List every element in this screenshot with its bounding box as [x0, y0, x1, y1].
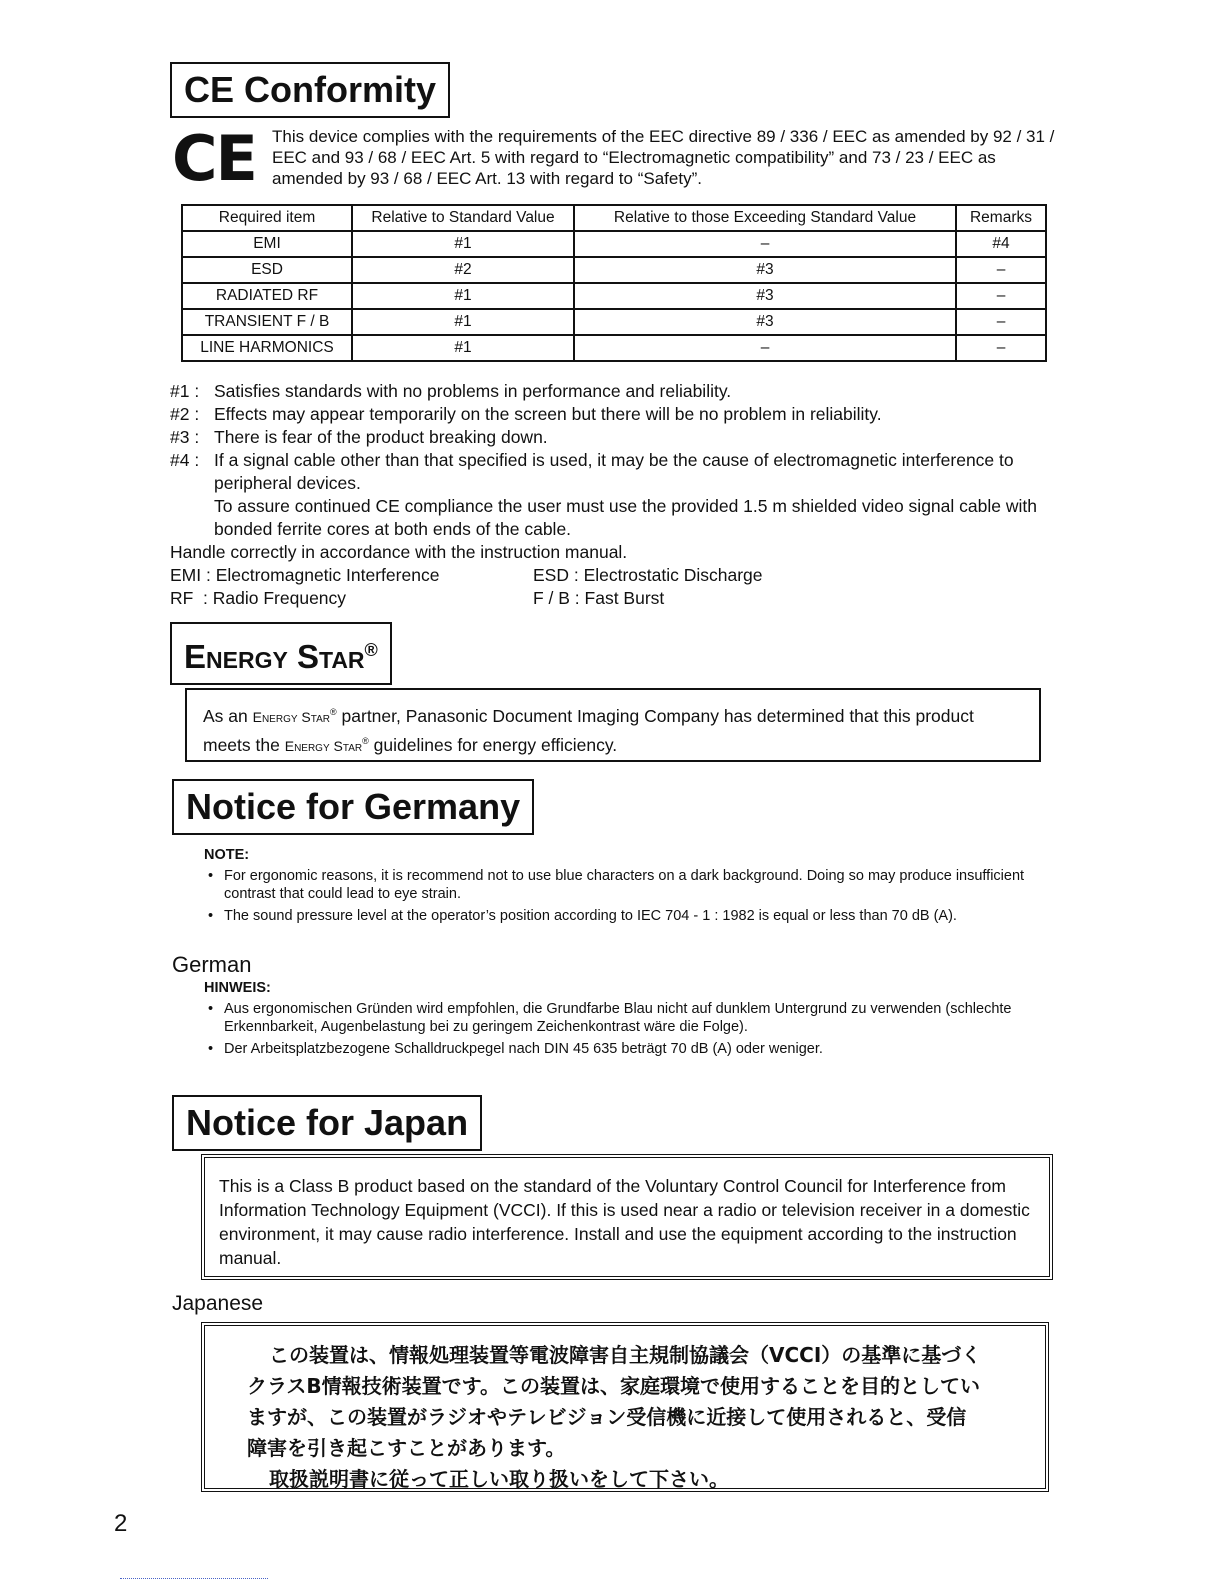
jp-line: この装置は、情報処理装置等電波障害自主規制協議会（VCCI）の基準に基づく — [269, 1343, 982, 1367]
table-cell: #2 — [352, 257, 574, 283]
ce-heading-text: CE Conformity — [184, 69, 436, 110]
table-cell: – — [956, 309, 1046, 335]
table-row — [182, 283, 1046, 309]
list-item: • For ergonomic reasons, it is recommend not to use blue characters on a dark background. Doing so may produce insufficient contrast that could lead to eye strain. — [204, 867, 1044, 903]
energy-star-text — [203, 700, 1023, 758]
japan-heading-text: Notice for Japan — [186, 1102, 469, 1143]
note-key: #2 : — [170, 404, 200, 424]
japan-japanese-box — [201, 1322, 1049, 1492]
note-item — [170, 403, 1050, 426]
energy-reg: ® — [330, 707, 337, 717]
abbr-item: F / B : Fast Burst — [533, 588, 665, 608]
table-cell: #1 — [352, 231, 574, 257]
energy-star-heading-text: Energy Star — [184, 638, 365, 675]
table-cell: #1 — [352, 309, 574, 335]
ce-mark-logo: CE — [172, 122, 256, 195]
table-cell: – — [956, 335, 1046, 361]
note-item — [170, 449, 1050, 495]
note-item — [170, 426, 1050, 449]
table-cell: ESD — [182, 257, 352, 283]
handle-note: Handle correctly in accordance with the instruction manual. — [170, 542, 628, 562]
germany-heading-text: Notice for Germany — [186, 786, 521, 827]
table-cell: #3 — [574, 309, 956, 335]
energy-text-mid: partner, Panasonic Document Imaging Company has determined that this product meets the — [203, 705, 974, 755]
table-cell: – — [956, 283, 1046, 309]
list-item: • Aus ergonomischen Gründen wird empfohlen, die Grundfarbe Blau nicht auf dunklem Untergrund zu verwenden (schlechte Erkennbarkeit, Augenbelastung bei zu geringem Zeichenkontrast wäre die Folge). — [204, 1000, 1044, 1036]
japanese-lang-label: Japanese — [172, 1292, 264, 1315]
note-text: If a signal cable other than that specified is used, it may be the cause of electromagnetic interference to peripheral devices. — [214, 450, 1014, 493]
table-row — [182, 309, 1046, 335]
note-item — [170, 380, 1050, 403]
ce-notes — [170, 380, 1050, 610]
energy-text-post: guidelines for energy efficiency. — [373, 734, 618, 755]
energy-star-box — [185, 688, 1041, 762]
table-row — [182, 231, 1046, 257]
note-text: Effects may appear temporarily on the screen but there will be no problem in reliability. — [214, 404, 882, 424]
hinweis-label: HINWEIS: — [204, 980, 271, 996]
japanese-text — [247, 1340, 1045, 1495]
table-cell: – — [956, 257, 1046, 283]
page-number: 2 — [114, 1510, 128, 1537]
table-header-row — [182, 205, 1046, 231]
list-item: • The sound pressure level at the operator’s position according to IEC 704 - 1 : 1982 is equal or less than 70 dB (A). — [204, 907, 1044, 925]
energy-brand: Energy Star — [284, 737, 363, 754]
jp-line: クラスB情報技術装置です。この装置は、家庭環境で使用することを目的としてい — [247, 1374, 981, 1398]
table-cell: EMI — [182, 231, 352, 257]
ce-intro: This device complies with the requirements of the EEC directive 89 / 336 / EEC as amended by 92 / 31 / EEC and 93 / 68 / EEC Art. 5 with regard to “Electromagnetic compatibility” and 73 / 23 / EEC as amended by 93 / 68 / EEC Art. 13 with regard to “Safety”. — [272, 127, 1055, 188]
table-row — [182, 335, 1046, 361]
note4-extra: To assure continued CE compliance the user must use the provided 1.5 m shielded video signal cable with bonded ferrite cores at both ends of the cable. — [214, 496, 1037, 539]
jp-line: 取扱説明書に従って正しい取り扱いをして下さい。 — [269, 1467, 729, 1491]
table-cell: #3 — [574, 283, 956, 309]
table-header-cell: Required item — [182, 205, 352, 231]
registered-mark: ® — [364, 640, 378, 660]
note-text: There is fear of the product breaking down. — [214, 427, 548, 447]
table-header-cell: Relative to Standard Value — [352, 205, 574, 231]
energy-reg: ® — [362, 735, 369, 746]
german-hinweis — [204, 979, 1044, 1062]
footer-link-rule — [120, 1578, 268, 1579]
abbr-row — [170, 564, 1050, 587]
table-cell: – — [574, 231, 956, 257]
germany-heading — [172, 779, 534, 835]
list-item: • Der Arbeitsplatzbezogene Schalldruckpegel nach DIN 45 635 beträgt 70 dB (A) oder weniger. — [204, 1040, 1044, 1058]
energy-brand: Energy Star — [252, 708, 331, 725]
table-cell: #3 — [574, 257, 956, 283]
table-cell: #1 — [352, 283, 574, 309]
note-key: #3 : — [170, 427, 200, 447]
note-text: Satisfies standards with no problems in performance and reliability. — [214, 381, 732, 401]
jp-line: ますが、この装置がラジオやテレビジョン受信機に近接して使用されると、受信 — [247, 1405, 967, 1429]
energy-text-pre: As an — [203, 705, 248, 726]
japan-english-text: This is a Class B product based on the standard of the Voluntary Control Council for Interference from Information Technology Equipment (VCCI). If this is used near a radio or television receiver in a domestic environment, it may cause radio interference. Install and use the equipment according to the instruction manual. — [219, 1176, 1030, 1268]
table-header-cell: Remarks — [956, 205, 1046, 231]
japan-english-box — [201, 1154, 1053, 1280]
table-header-cell: Relative to those Exceeding Standard Value — [574, 205, 956, 231]
german-lang-label: German — [172, 952, 252, 977]
abbr-item: EMI : Electromagnetic Interference — [170, 565, 440, 585]
jp-line: 障害を引き起こすことがあります。 — [247, 1436, 566, 1460]
table-cell: #4 — [956, 231, 1046, 257]
table-cell: #1 — [352, 335, 574, 361]
table-row — [182, 257, 1046, 283]
ce-requirements-table — [181, 204, 1047, 362]
note-label: NOTE: — [204, 847, 250, 863]
abbr-row — [170, 587, 1050, 610]
japan-heading — [172, 1095, 482, 1151]
table-cell: TRANSIENT F / B — [182, 309, 352, 335]
ce-heading — [170, 62, 450, 118]
germany-note — [204, 846, 1044, 929]
table-cell: – — [574, 335, 956, 361]
note-key: #1 : — [170, 381, 200, 401]
abbr-item: RF : Radio Frequency — [170, 588, 347, 608]
abbr-item: ESD : Electrostatic Discharge — [533, 565, 763, 585]
table-cell: LINE HARMONICS — [182, 335, 352, 361]
energy-star-heading — [170, 622, 392, 685]
table-cell: RADIATED RF — [182, 283, 352, 309]
note-key: #4 : — [170, 450, 200, 470]
